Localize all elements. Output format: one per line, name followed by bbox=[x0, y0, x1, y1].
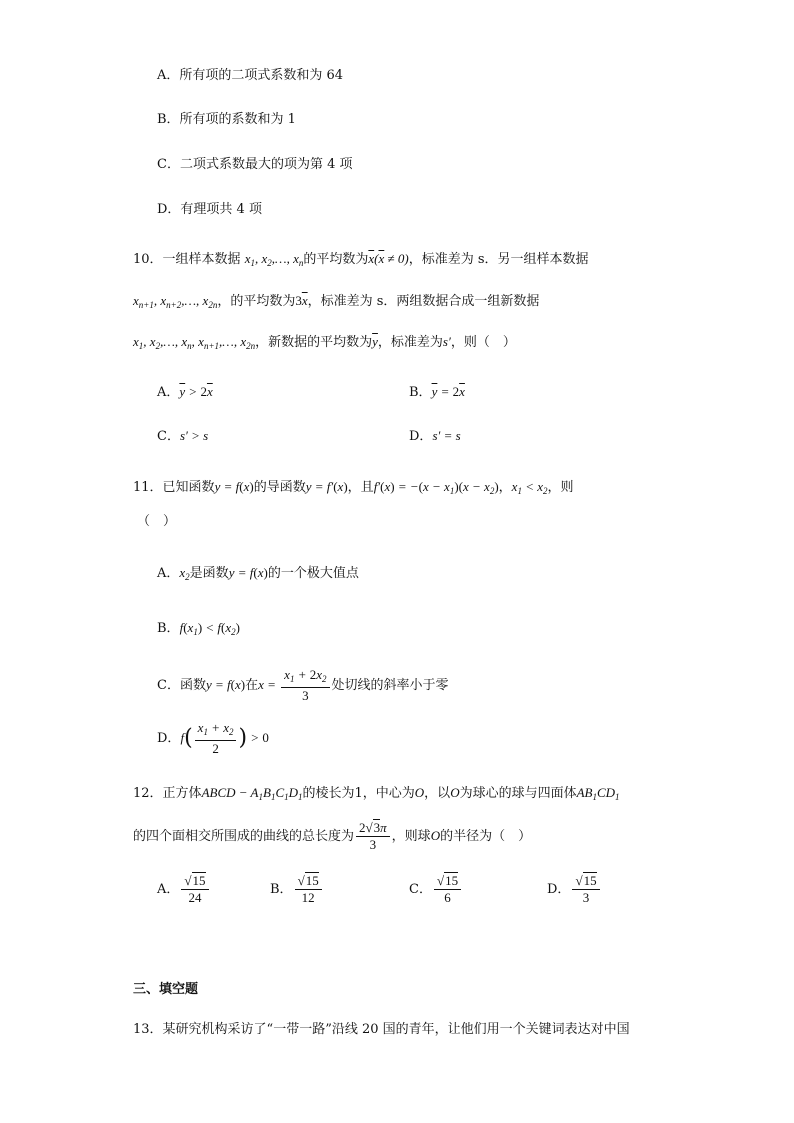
q10-line-1: 10．一组样本数据 $x_1$, $x_2,\dots$, $x_n$的平均数为$\overline{x}(\overline{x} \ne 0)$，标准差为 s．另一组样本数据 bbox=[133, 251, 589, 268]
q12-option-c: C． $\frac{√15}{6}$ bbox=[409, 872, 463, 908]
q11-number: 11． bbox=[133, 480, 163, 495]
q10-mean-x: $\overline{x}(\overline{x} \ne 0)$ bbox=[368, 251, 409, 266]
q10-line-2: $x_{n+1}$, $x_{n+2},\dots$, $x_{2n}$，的平均数为$3\overline{x}$，标准差为 s．两组数据合成一组新数据 bbox=[133, 293, 540, 310]
q9-option-d: D．有理项共 4 项 bbox=[157, 202, 262, 217]
q13-text: 13．某研究机构采访了“一带一路”沿线 20 国的青年，让他们用一个关键词表达对中国 bbox=[133, 1022, 630, 1037]
q10-sample-2: $x_{n+1}$, $x_{n+2},\dots$, $x_{2n}$ bbox=[133, 293, 218, 310]
q12-length-fraction: $\frac{2√3\pi}{3}$ bbox=[356, 820, 390, 853]
q10-std-prime: s′ bbox=[442, 334, 451, 349]
q12-line-2: 的四个面相交所围成的曲线的总长度为 $\frac{2√3\pi}{3}$ ，则球O的半径为（ ） bbox=[133, 820, 532, 852]
q12-option-b: B． $\frac{√15}{12}$ bbox=[270, 872, 324, 908]
q12-number: 12． bbox=[133, 786, 163, 801]
q10-mean-y: $\overline{y}$ bbox=[372, 334, 378, 349]
q10-option-b: B．$\overline{y} = 2\overline{x}$ bbox=[409, 384, 465, 400]
q10-option-d: D．s′ = s bbox=[409, 428, 461, 444]
q11-d-fraction: $\frac{x_1 + x_2}{2}$ bbox=[195, 720, 237, 757]
q12-cube: ABCD − $A_1B_1C_1D_1$ bbox=[201, 785, 303, 802]
q10-line-3: $x_1$, $x_2,\dots$, $x_n$, $x_{n+1},\dots$, $x_{2n}$，新数据的平均数为$\overline{y}$，标准差为s′，则（ ） bbox=[133, 334, 516, 351]
q11-option-c: C．函数y = f(x)在x = $\frac{x_1 + 2x_2}{3}$ 处切线的斜率小于零 bbox=[157, 667, 449, 703]
q11-paren: （ ） bbox=[137, 514, 177, 529]
q12-option-d: D． $\frac{√15}{3}$ bbox=[547, 872, 602, 908]
q12-tetrahedron: $AB_1CD_1$ bbox=[576, 785, 620, 802]
q10-sample-1: $x_1$, $x_2,\dots$, $x_n$ bbox=[244, 251, 304, 268]
q11-line-1: 11．已知函数y = f(x)的导函数y = f′(x)，且$f'(x) = -(x - x_1)(x - x_2)$，$x_1 < x_2$，则 bbox=[133, 479, 574, 496]
section-heading-fill-in: 三、填空题 bbox=[133, 982, 199, 997]
q11-option-b: B．$f(x_1) < f(x_2)$ bbox=[157, 620, 241, 637]
q10-option-c: C．s′ > s bbox=[157, 428, 209, 444]
q12-option-a: A． $\frac{√15}{24}$ bbox=[157, 872, 211, 908]
q9-option-a: A．所有项的二项式系数和为 64 bbox=[157, 68, 344, 83]
q9-option-b: B．所有项的系数和为 1 bbox=[157, 112, 296, 127]
q10-sample-merged: $x_1$, $x_2,\dots$, $x_n$, $x_{n+1},\dots$, $x_{2n}$ bbox=[133, 334, 256, 351]
q10-mean-3x: $3\overline{x}$ bbox=[295, 293, 308, 308]
q11-derivative: $f'(x) = -(x - x_1)(x - x_2)$ bbox=[373, 479, 499, 496]
q9-option-c: C．二项式系数最大的项为第 4 项 bbox=[157, 157, 353, 172]
q10-number: 10． bbox=[133, 252, 163, 267]
q10-option-a: A．$\overline{y} > 2\overline{x}$ bbox=[157, 384, 213, 400]
q11-option-d: D．f( $\frac{x_1 + x_2}{2}$ ) > 0 bbox=[157, 720, 269, 756]
q12-line-1: 12．正方体ABCD − $A_1B_1C_1D_1$的棱长为1，中心为O，以O为球心的球与四面体$AB_1CD_1$ bbox=[133, 785, 620, 802]
q11-c-fraction: $\frac{x_1 + 2x_2}{3}$ bbox=[281, 667, 329, 704]
q11-option-a: A．$x_2$是函数y = f(x)的一个极大值点 bbox=[157, 565, 359, 582]
